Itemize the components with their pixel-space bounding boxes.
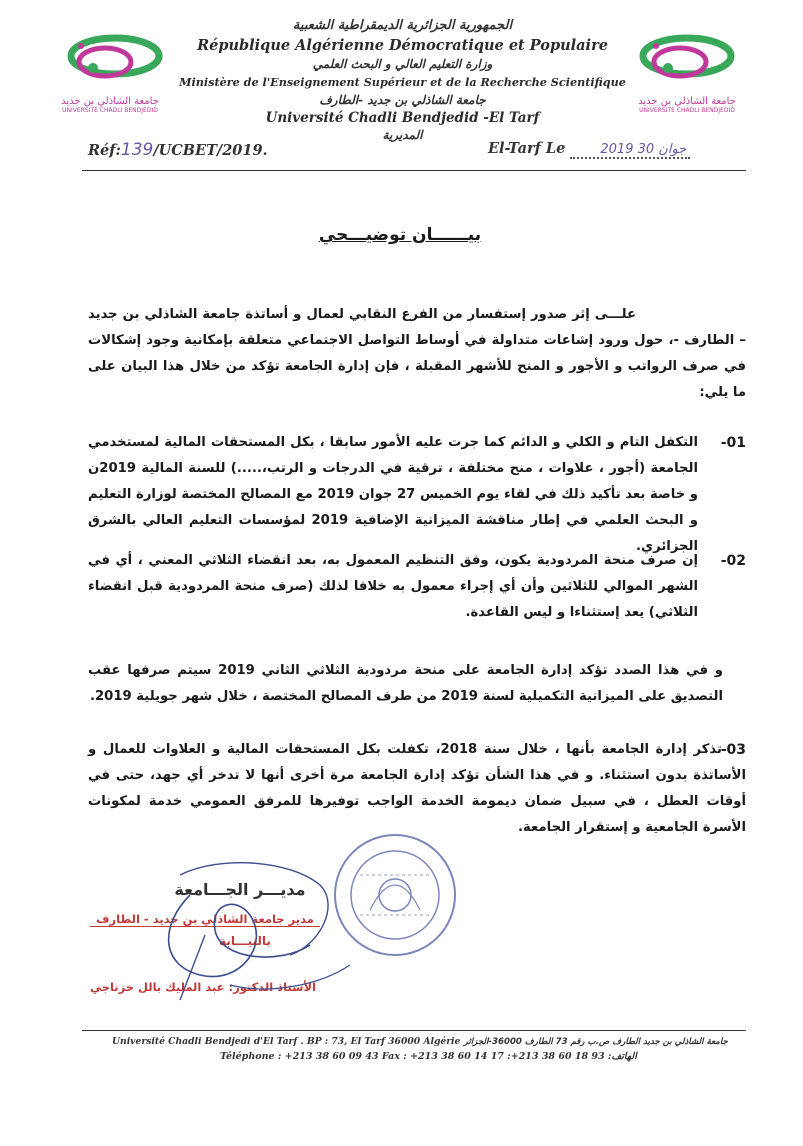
header-ar-directorate: المديرية [382,128,423,142]
logo-left-fr: UNIVERSITE CHADLI BENDJEDID [62,107,158,114]
item-03-number: 03- [720,742,746,758]
intro-paragraph: علـــى إثر صدور إستفسار من الفرع النقابي لعمال و أساتذة جامعة الشاذلي بن جديد – الطارف -، حول ورود إشاعات متداولة في أوساط التواصل الاجتماعي متعلقة بإمكانية وجود إشكالات في صرف الرواتب و الأجور و المنح للأشهر المقبلة ، فإن إدارة الجامعة تؤكد من خلال هذا البيان على ما يلي: [88,307,746,400]
ref-number: 139 [120,140,154,160]
footer-address-ar: جامعة الشاذلي بن جديد الطارف ص.ب رقم 73 الطارف 36000-الجزائر [463,1037,728,1047]
logo-right-fr: UNIVERSITE CHADLI BENDJEDID [639,107,735,114]
header-fr-republic: République Algérienne Démocratique et Populaire [197,37,608,54]
ref-suffix: /UCBET/2019. [153,142,268,159]
document-title: بيــــــان توضيـــحي [318,225,482,245]
date-line [488,140,690,159]
item-01-number: 01- [720,435,746,451]
footer-line-1 [112,1036,752,1047]
ref-prefix: Réf: [88,142,121,159]
footer-phone: Téléphone : +213 38 60 09 43 Fax : +213 38 60 14 17 :+213 38 60 18 93 :الهاتف [220,1051,637,1062]
header-ar-university: جامعة الشاذلي بن جديد -الطارف [319,93,486,107]
item-01-text: التكفل التام و الكلي و الدائم كما جرت عليه الأمور سابقا ، بكل المستحقات المالية لمستخدمي الجامعة (أجور ، علاوات ، منح مختلفة ، ترقية في الدرجات و الرتب،.....) للسنة المالية 2019ن و خاصة بعد تأكيد ذلك في لقاء يوم الخميس 27 جوان 2019 مع المصالح المختصة لوزارة التعليم و البحث العلمي في إطار مناقشة الميزانية الإضافية 2019 لمؤسسات التعليم العالي بالشرق الجزائري. [88,435,699,554]
university-logo-left [55,28,165,128]
logo-right-ar: جامعة الشاذلي بن جديد [638,96,736,107]
stamp-line-1: مدير جامعة الشاذلي بن جديد - الطارف [90,912,320,927]
logo-swirl-icon [55,28,165,88]
signature-title: مديـــر الجـــامعة [174,880,306,899]
item-02-number: 02- [720,553,746,569]
footer-address-fr: Université Chadli Bendjedi d'El Tarf . BP : 73, El Tarf 36000 Algérie [112,1036,461,1047]
date-value: 2019 جوان 30 [570,142,690,159]
item-02-text: إن صرف منحة المردودية يكون، وفق التنظيم المعمول به، بعد انقضاء الثلاثي المعني ، أي في الشهر الموالي للثلاثين وأن أي إجراء معمول به خلافا لذلك (صرف منحة المردودية قبل انقضاء الثلاثي) يعد إستثناءا و ليس القاعدة. [88,553,698,620]
item-03 [88,737,746,841]
place-label: El-Tarf Le [488,140,566,157]
stamp-line-2: بالنيـــابة [219,934,271,948]
item-01 [88,430,746,560]
header-fr-ministry: Ministère de l'Enseignement Supérieur et de la Recherche Scientifique [179,75,626,89]
header-divider [82,170,746,171]
logo-swirl-icon [632,28,742,88]
header-ar-ministry: وزارة التعليم العالي و البحث العلمي [312,57,493,71]
signatory-name: الأستاذ الدكتور: عبد المليك بالل خزناجي [90,980,316,994]
header-ar-republic: الجمهورية الجزائرية الديمقراطية الشعبية [292,18,513,33]
reference [88,140,268,160]
item-03-text: تذكر إدارة الجامعة بأنها ، خلال سنة 2018، تكفلت بكل المستحقات المالية و العلاوات للعمال و الأساتذة بدون استثناء. و في هذا الشأن تؤكد إدارة الجامعة مرة أخرى أنها لا تدخر أي جهد، حتى في أوقات العطل ، في سبيل ضمان ديمومة الخدمة الواجب توفيرها للمرفق العمومي خدمة لمكونات الأسرة الجامعية و إستقرار الجامعة. [88,742,746,835]
university-logo-right [632,28,742,128]
logo-left-ar: جامعة الشاذلي بن جديد [61,96,159,107]
item-02 [88,548,746,626]
handwritten-signature-icon [120,835,380,1005]
footer-divider [82,1030,746,1031]
paragraph-3: و في هذا الصدد تؤكد إدارة الجامعة على منحة مردودية الثلاثي الثاني 2019 سيتم صرفها عقب التصديق على الميزانية التكميلية لسنة 2019 من طرف المصالح المختصة ، خلال شهر جويلية 2019. [88,663,723,704]
header-fr-university: Université Chadli Bendjedid -El Tarf [265,110,540,126]
